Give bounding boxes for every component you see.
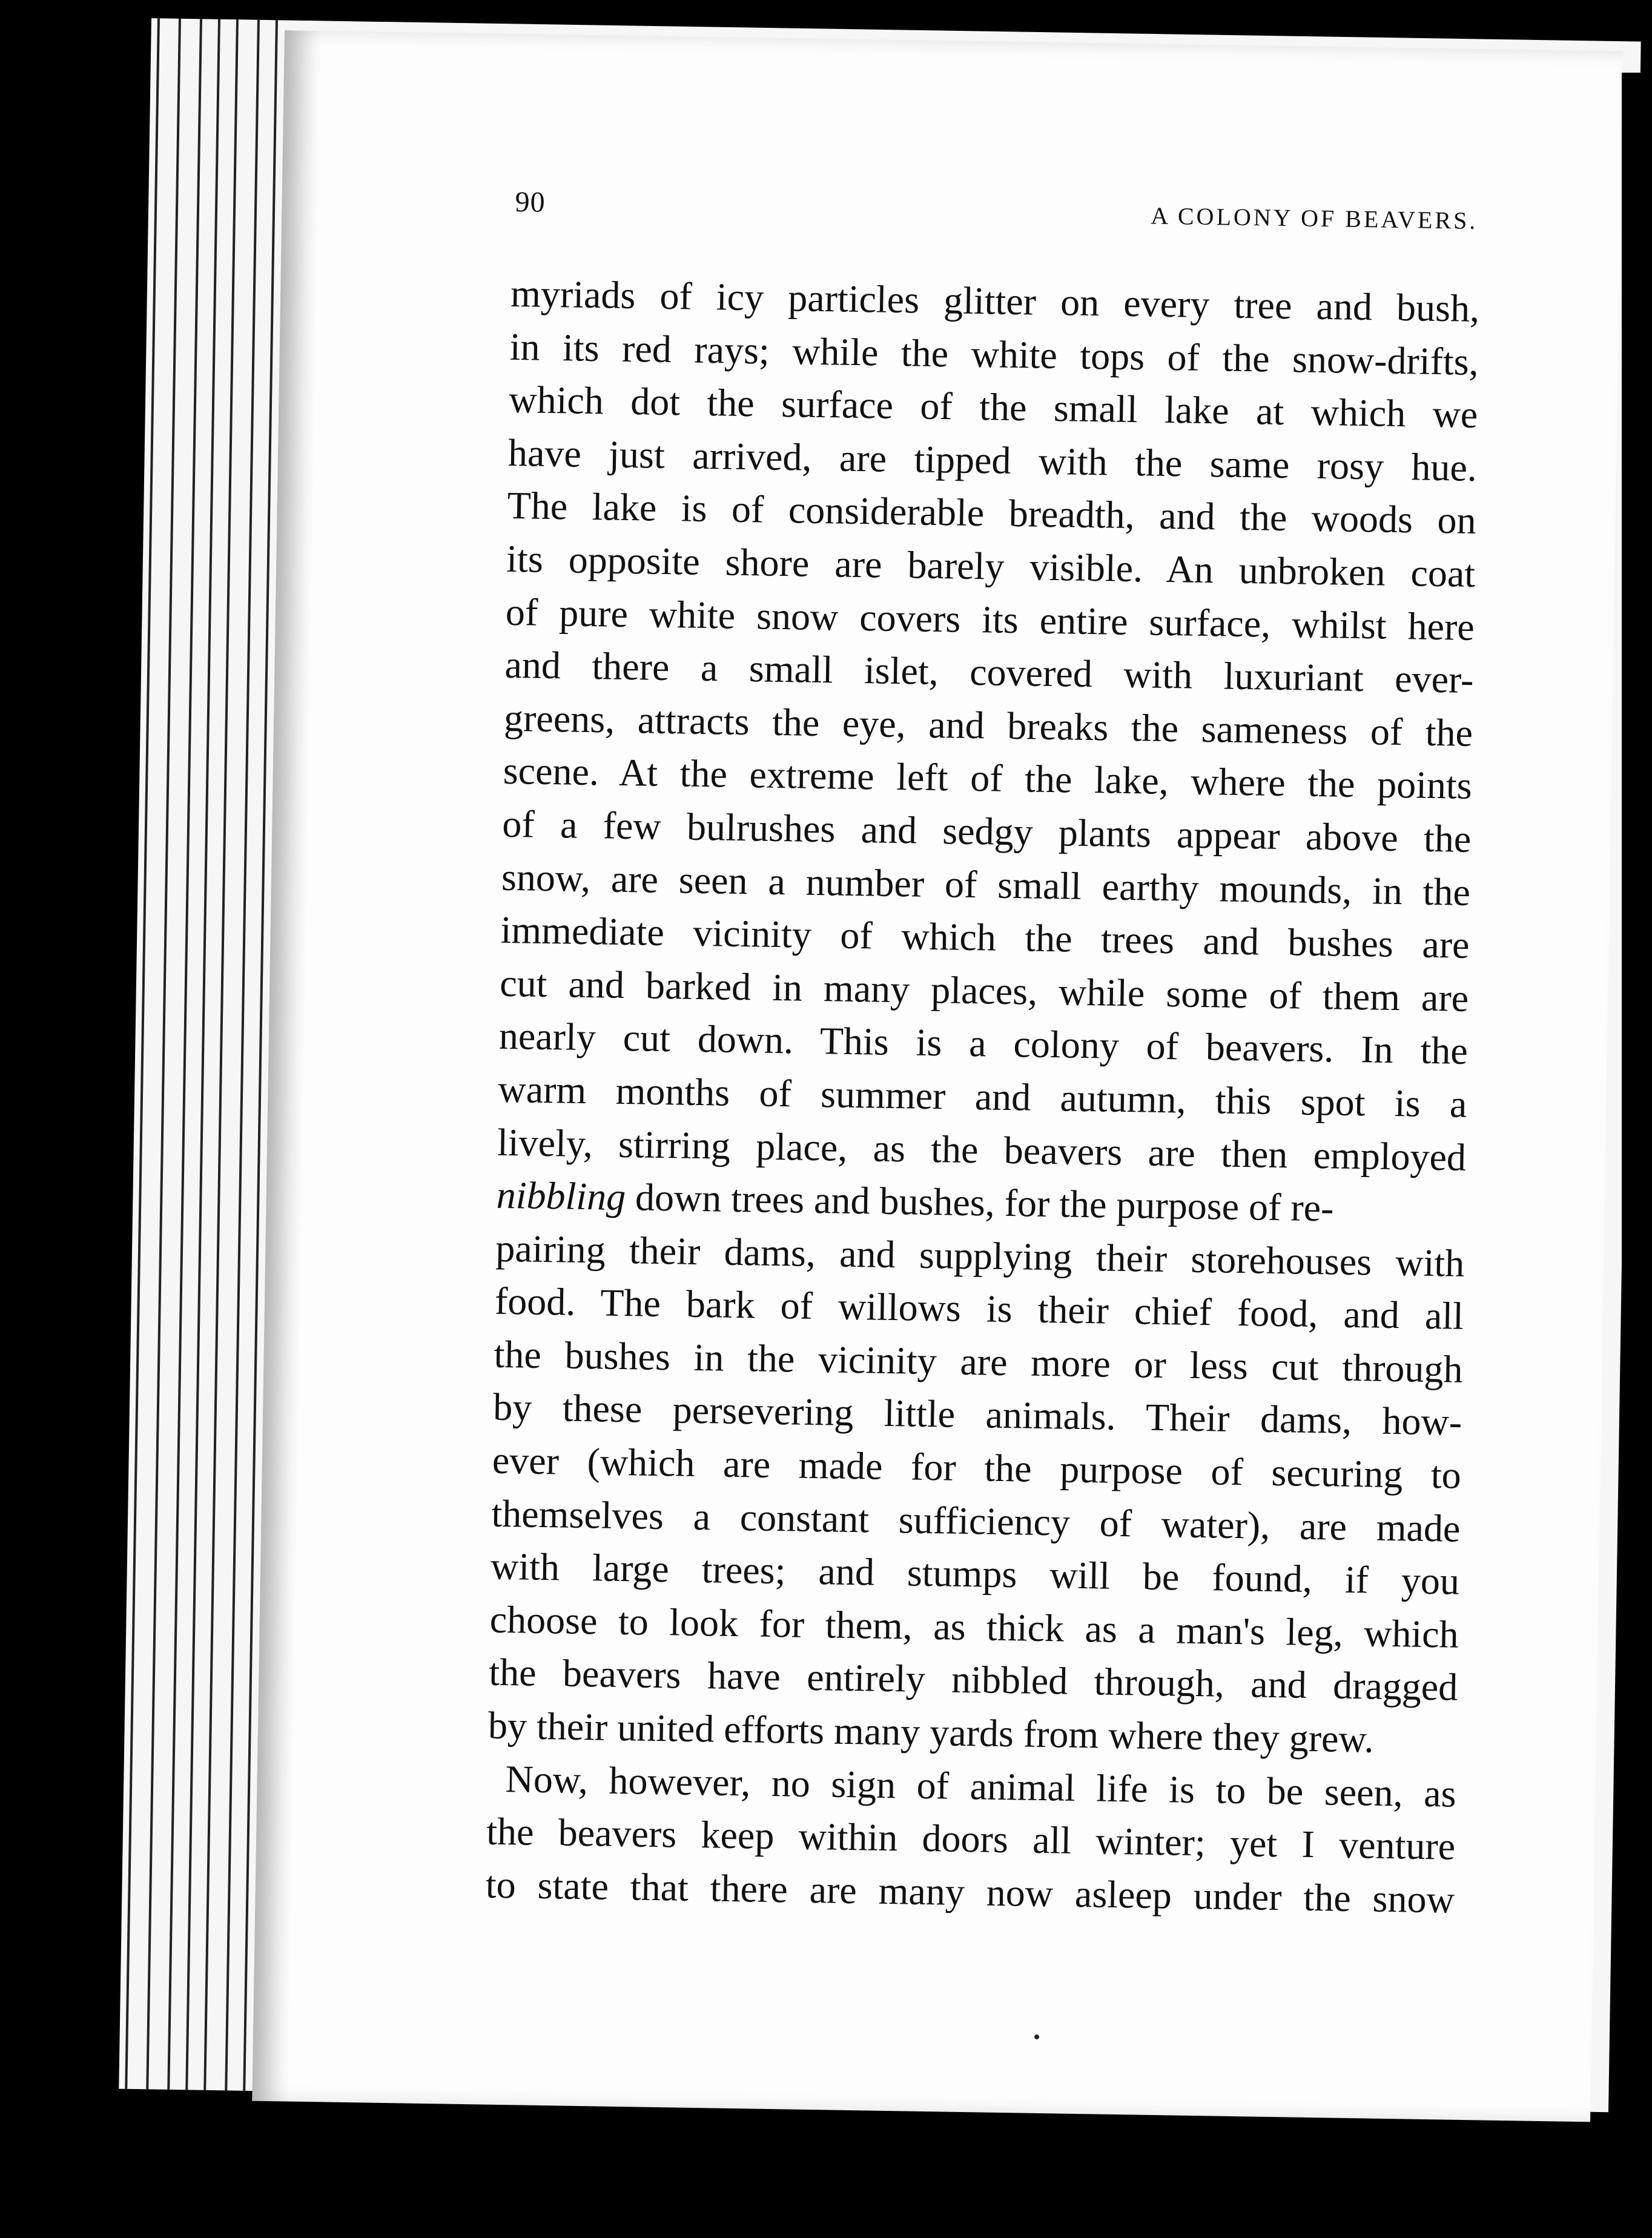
book-page bbox=[252, 30, 1622, 2122]
text-line: by these persevering little animals. Their dams, how- bbox=[492, 1385, 1462, 1444]
speck-mark bbox=[1034, 2035, 1039, 2039]
text-line: ever (which are made for the purpose of securing to bbox=[492, 1438, 1462, 1497]
text-line: myriads of icy particles glitter on every tree and bush, bbox=[510, 271, 1480, 331]
text-line: and there a small islet, covered with luxuriant ever- bbox=[504, 643, 1474, 702]
scan-border-right bbox=[1622, 73, 1652, 2131]
page-edge-line bbox=[185, 19, 220, 2090]
text-line: lively, stirring place, as the beavers are then employed bbox=[497, 1120, 1467, 1179]
text-line: have just arrived, are tipped with the same rosy hue. bbox=[507, 431, 1478, 489]
text-run: down trees and bushes, for the purpose of re- bbox=[625, 1175, 1335, 1230]
text-line: in its red rays; while the white tops of the snow-drifts, bbox=[509, 325, 1479, 383]
text-line: the bushes in the vicinity are more or less cut through bbox=[494, 1332, 1464, 1391]
text-line: to state that there are many now asleep under the snow bbox=[485, 1863, 1455, 1921]
text-line: pairing their dams, and supplying their storehouses with bbox=[495, 1226, 1465, 1285]
page-edge-line bbox=[225, 20, 260, 2091]
text-line: greens, attracts the eye, and breaks the sameness of the bbox=[503, 696, 1473, 754]
page-edge-line bbox=[146, 19, 181, 2090]
page-number: 90 bbox=[515, 186, 546, 219]
text-line: with large trees; and stumps will be found, if you bbox=[490, 1544, 1460, 1603]
running-title: A COLONY OF BEAVERS. bbox=[1150, 202, 1478, 234]
text-line: of pure white snow covers its entire surface, whilst here bbox=[505, 590, 1475, 649]
text-line: scene. At the extreme left of the lake, where the points bbox=[503, 749, 1473, 808]
text-line: the beavers keep within doors all winter; yet I venture bbox=[486, 1809, 1456, 1868]
running-head bbox=[515, 185, 1478, 249]
page-edge-line bbox=[203, 19, 239, 2090]
page-edge-line bbox=[167, 19, 202, 2090]
text-line: which dot the surface of the small lake at which we bbox=[508, 378, 1478, 437]
page-edge-line bbox=[125, 18, 160, 2089]
text-line: The lake is of considerable breadth, and the woods on bbox=[507, 484, 1477, 543]
text-line: snow, are seen a number of small earthy mounds, in the bbox=[501, 855, 1471, 914]
text-line: of a few bulrushes and sedgy plants appear above the bbox=[501, 802, 1472, 860]
text-line: choose to look for them, as thick as a man's leg, which bbox=[489, 1597, 1459, 1656]
text-line: immediate vicinity of which the trees and bushes are bbox=[500, 908, 1470, 967]
text-line: food. The bark of willows is their chief food, and all bbox=[494, 1279, 1464, 1338]
text-line: nearly cut down. This is a colony of beavers. In the bbox=[498, 1014, 1469, 1073]
text-line: Now, however, no sign of animal life is to be seen, as bbox=[505, 1757, 1457, 1815]
text-line: its opposite shore are barely visible. An unbroken coat bbox=[506, 536, 1476, 595]
text-line: cut and barked in many places, while some of them are bbox=[499, 961, 1469, 1020]
italic-word: nibbling bbox=[496, 1173, 626, 1219]
text-line: warm months of summer and autumn, this spot is a bbox=[498, 1067, 1467, 1126]
text-line: by their united efforts many yards from where they grew. bbox=[487, 1703, 1375, 1761]
text-line: themselves a constant sufficiency of water), are made bbox=[491, 1491, 1461, 1550]
body-text bbox=[485, 267, 1479, 1926]
text-line: the beavers have entirely nibbled through, and dragged bbox=[488, 1651, 1458, 1709]
